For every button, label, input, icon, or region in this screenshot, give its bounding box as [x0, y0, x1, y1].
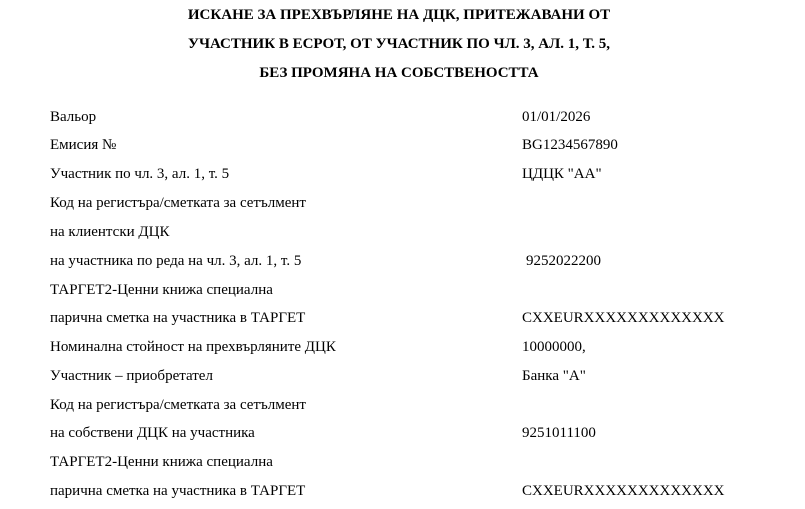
field-label: Код на регистъра/сметката за сетълмент: [50, 195, 306, 211]
field-label: Участник – приобретател: [50, 368, 213, 384]
field-value: 01/01/2026: [522, 109, 591, 125]
field-value: 10000000,: [522, 339, 586, 355]
row-issue-number: [0, 134, 805, 156]
title-line-3: БЕЗ ПРОМЯНА НА СОБСТВЕНОСТТА: [259, 65, 539, 81]
row-value-date: [0, 106, 805, 128]
field-label: Емисия №: [50, 137, 117, 153]
row-own-dck-register-code: [0, 422, 805, 444]
field-value: Банка "А": [522, 368, 586, 384]
title-line-2: УЧАСТНИК В ЕСРОТ, ОТ УЧАСТНИК ПО ЧЛ. 3, АЛ. 1, Т. 5,: [187, 36, 611, 52]
field-label: ТАРГЕТ2-Ценни книжа специална: [50, 454, 273, 470]
row-acquiring-participant: [0, 365, 805, 387]
field-label: Вальор: [50, 109, 97, 125]
row-target2-account-2: [0, 480, 805, 502]
field-value: 9252022200: [526, 253, 601, 269]
field-value: BG1234567890: [522, 137, 618, 153]
field-value: 9251011100: [522, 425, 596, 441]
field-label: на участника по реда на чл. 3, ал. 1, т. 5: [50, 253, 302, 269]
field-label: Участник по чл. 3, ал. 1, т. 5: [50, 166, 230, 182]
field-label: Номинална стойност на прехвърляните ДЦК: [50, 339, 336, 355]
title-line-1: ИСКАНЕ ЗА ПРЕХВЪРЛЯНЕ НА ДЦК, ПРИТЕЖАВАНИ ОТ: [187, 7, 611, 23]
row-participant-register-code: [0, 250, 805, 272]
field-label: парична сметка на участника в ТАРГЕТ: [50, 310, 306, 326]
field-label: парична сметка на участника в ТАРГЕТ: [50, 483, 306, 499]
row-target2-label: [0, 279, 805, 301]
field-value: CXXEURXXXXXXXXXXXXX: [522, 483, 725, 499]
field-label: на клиентски ДЦК: [50, 224, 170, 240]
row-client-dck: [0, 221, 805, 243]
field-label: Код на регистъра/сметката за сетълмент: [50, 397, 306, 413]
row-register-code-label-2: [0, 394, 805, 416]
field-value: CXXEURXXXXXXXXXXXXX: [522, 310, 725, 326]
field-value: ЦДЦК "АА": [522, 166, 602, 182]
row-target2-label-2: [0, 451, 805, 473]
row-participant: [0, 163, 805, 185]
field-label: на собствени ДЦК на участника: [50, 425, 255, 441]
row-register-code-label: [0, 192, 805, 214]
row-target2-account: [0, 307, 805, 329]
row-nominal-value: [0, 336, 805, 358]
field-label: ТАРГЕТ2-Ценни книжа специална: [50, 282, 273, 298]
